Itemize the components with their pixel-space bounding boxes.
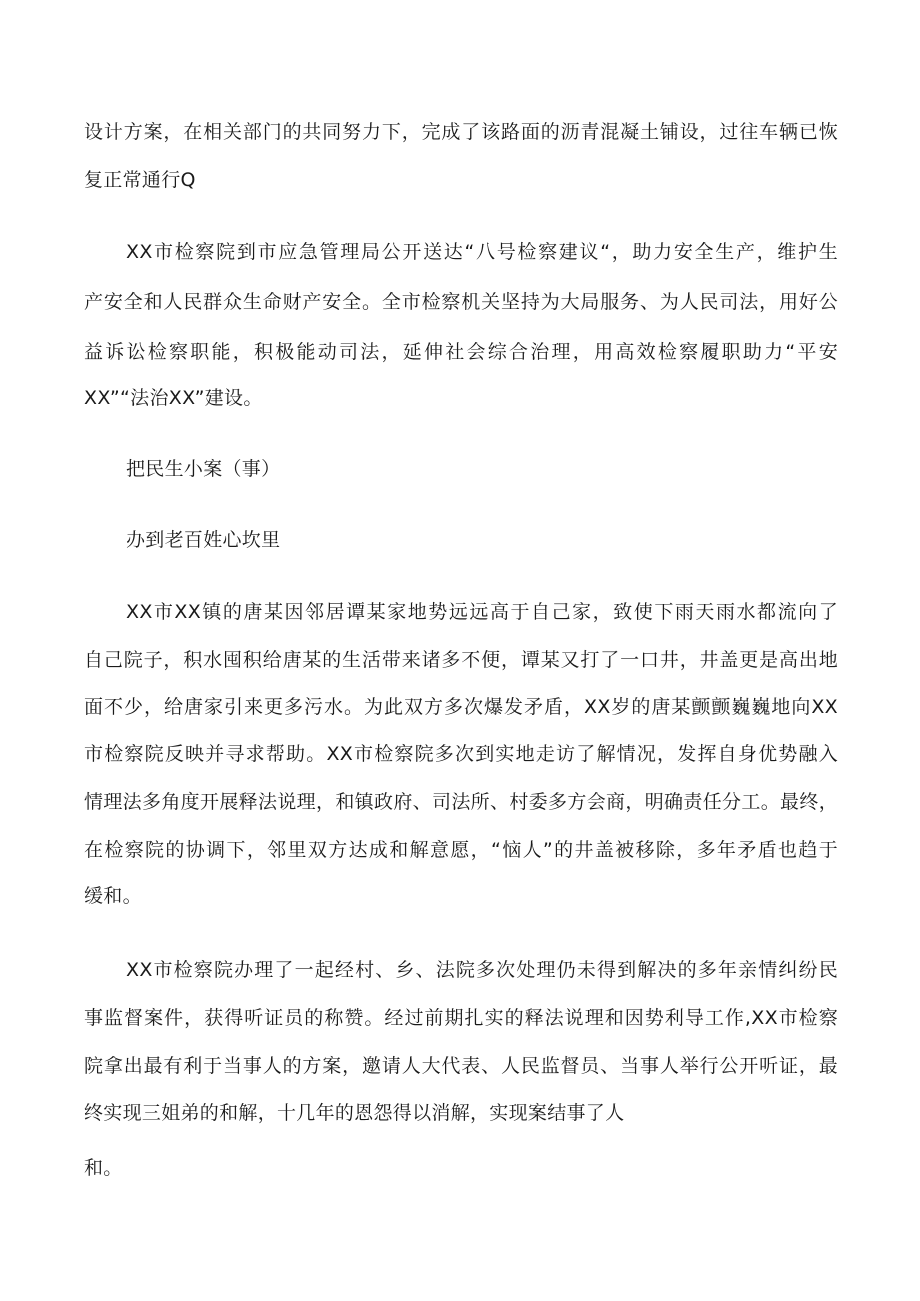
paragraph-4-line-2: 事监督案件，获得听证员的称赞。经过前期扎实的释法说理和因势利导工作,XX市检察 (84, 1007, 838, 1029)
paragraph-1-line-2: 复正常通行Q (84, 169, 196, 191)
paragraph-2-line-2: 产安全和人民群众生命财产安全。全市检察机关坚持为大局服务、为人民司法，用好公 (84, 291, 838, 313)
paragraph-4-line-1: XX市检察院办理了一起经村、乡、法院多次处理仍未得到解决的多年亲情纠纷民 (126, 959, 838, 981)
paragraph-5-line-1: 和。 (84, 1157, 123, 1179)
paragraph-3-line-7: 缓和。 (84, 885, 142, 907)
paragraph-2-line-3: 益诉讼检察职能，积极能动司法，延伸社会综合治理，用高效检察履职助力“平安 (84, 341, 838, 363)
paragraph-2-line-1: XX市检察院到市应急管理局公开送达“八号检察建议“，助力安全生产，维护生 (126, 241, 838, 263)
paragraph-2-line-4: XX”“法治XX”建设。 (84, 387, 263, 409)
section-heading-1: 把民生小案（事） (126, 458, 281, 480)
paragraph-4-line-4: 终实现三姐弟的和解，十几年的恩怨得以消解，实现案结事了人 (84, 1102, 625, 1124)
paragraph-1-line-1: 设计方案，在相关部门的共同努力下，完成了该路面的沥青混凝土铺设，过往车辆已恢 (84, 121, 838, 143)
paragraph-3-line-1: XX市XX镇的唐某因邻居谭某家地势远远高于自己家，致使下雨天雨水都流向了 (126, 601, 838, 623)
paragraph-3-line-6: 在检察院的协调下，邻里双方达成和解意愿，“恼人”的井盖被移除，多年矛盾也趋于 (84, 839, 838, 861)
paragraph-4-line-3: 院拿出最有利于当事人的方案，邀请人大代表、人民监督员、当事人举行公开听证，最 (84, 1055, 838, 1077)
paragraph-3-line-4: 市检察院反映并寻求帮助。XX市检察院多次到实地走访了解情况，发挥自身优势融入 (84, 743, 838, 765)
paragraph-3-line-3: 面不少，给唐家引来更多污水。为此双方多次爆发矛盾，XX岁的唐某颤颤巍巍地向XX (84, 696, 838, 718)
paragraph-3-line-5: 情理法多角度开展释法说理，和镇政府、司法所、村委多方会商，明确责任分工。最终， (84, 791, 838, 813)
paragraph-3-line-2: 自己院子，积水囤积给唐某的生活带来诸多不便，谭某又打了一口井，井盖更是高出地 (84, 649, 838, 671)
section-heading-2: 办到老百姓心坎里 (126, 529, 281, 551)
